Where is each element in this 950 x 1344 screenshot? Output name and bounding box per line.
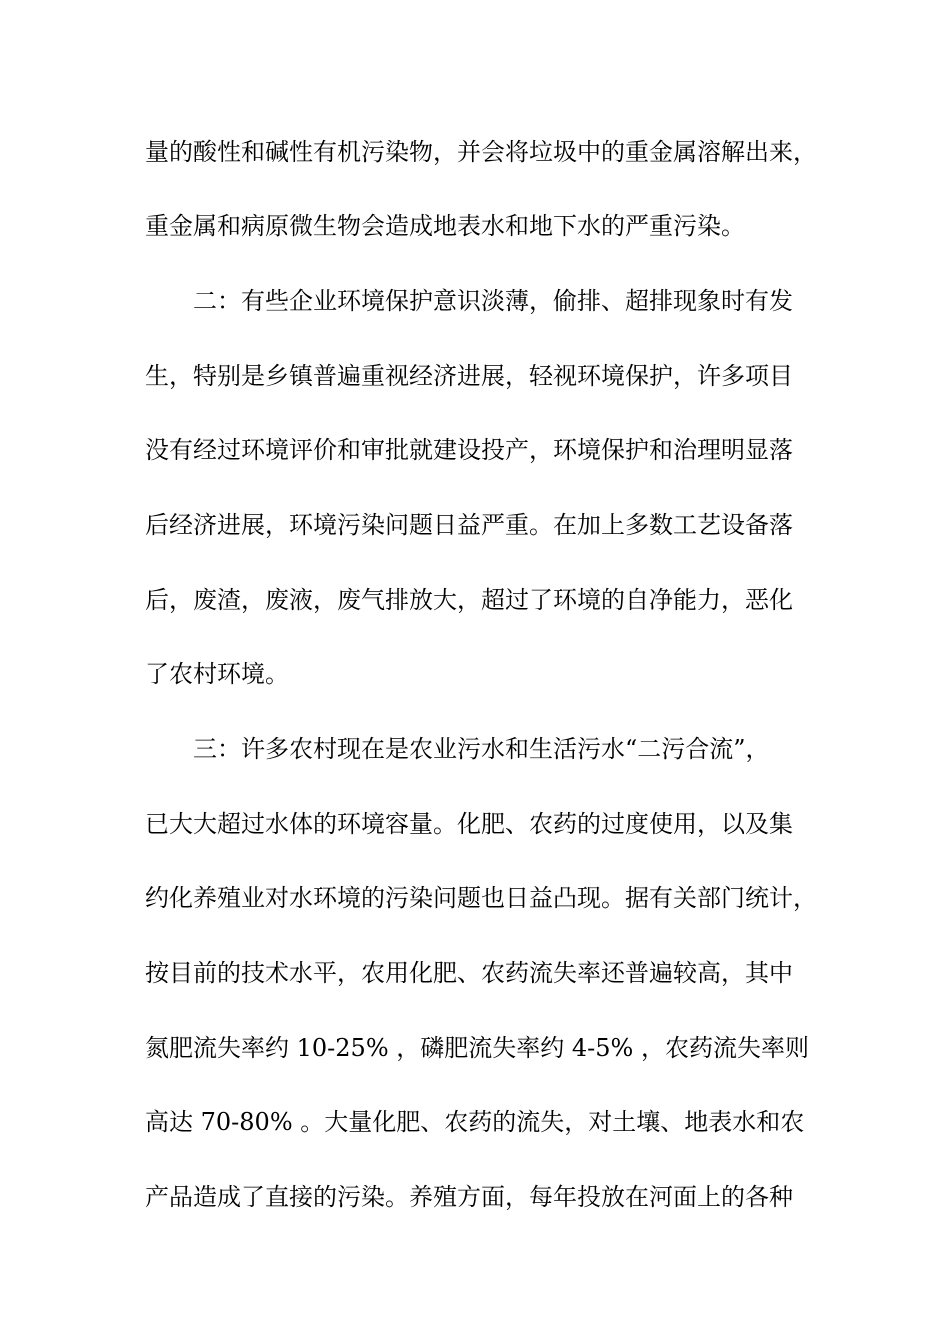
text-line: 量的酸性和碱性有机污染物，并会将垃圾中的重金属溶解出来， <box>145 138 817 166</box>
text-line: 了农村环境。 <box>145 660 289 688</box>
text-line: 生，特别是乡镇普遍重视经济进展，轻视环境保护，许多项目 <box>145 362 793 390</box>
text-line: 高达 70-80% 。大量化肥、农药的流失，对土壤、地表水和农 <box>145 1108 805 1136</box>
text-line: 产品造成了直接的污染。养殖方面，每年投放在河面上的各种 <box>145 1183 793 1211</box>
text-line: 重金属和病原微生物会造成地表水和地下水的严重污染。 <box>145 212 745 240</box>
text-line: 没有经过环境评价和审批就建设投产，环境保护和治理明显落 <box>145 436 793 464</box>
text-line: 按目前的技术水平，农用化肥、农药流失率还普遍较高，其中 <box>145 959 793 987</box>
text-line: 后经济进展，环境污染问题日益严重。在加上多数工艺设备落 <box>145 511 793 539</box>
paragraph-start-line: 三：许多农村现在是农业污水和生活污水“二污合流”， <box>193 735 770 763</box>
paragraph-start-line: 二：有些企业环境保护意识淡薄，偷排、超排现象时有发 <box>193 287 793 315</box>
text-line: 氮肥流失率约 10-25% ，磷肥流失率约 4-5% ，农药流失率则 <box>145 1034 809 1062</box>
text-line: 约化养殖业对水环境的污染问题也日益凸现。据有关部门统计， <box>145 884 817 912</box>
text-line: 后，废渣，废液，废气排放大，超过了环境的自净能力，恶化 <box>145 586 793 614</box>
text-line: 已大大超过水体的环境容量。化肥、农药的过度使用，以及集 <box>145 810 793 838</box>
